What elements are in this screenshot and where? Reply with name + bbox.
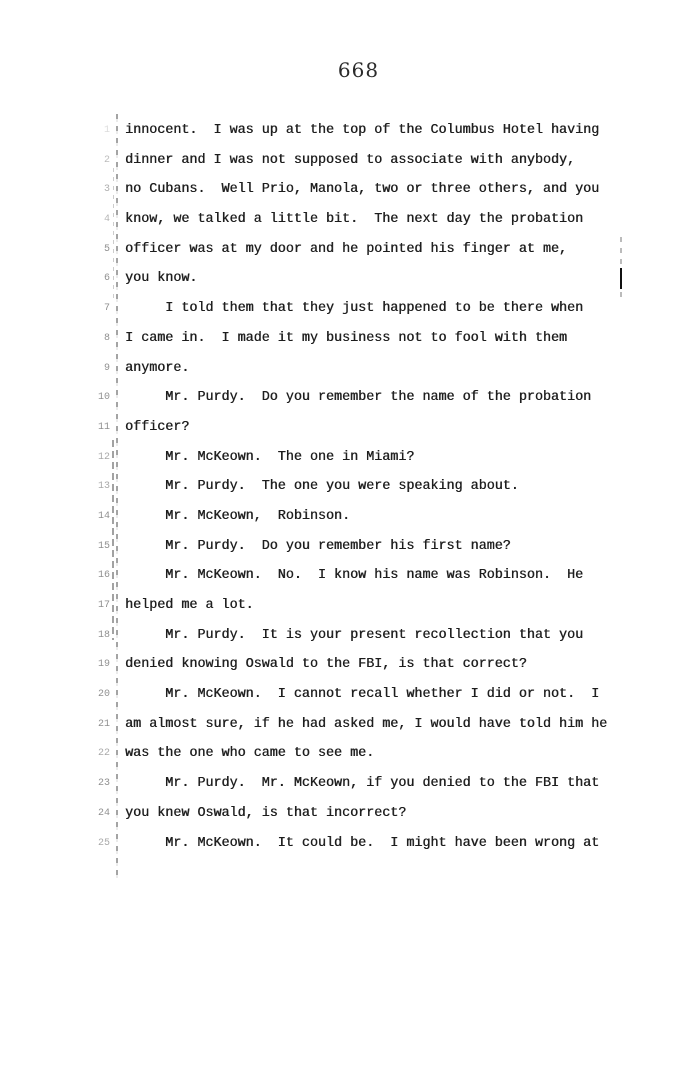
line-number: 18 (97, 629, 110, 641)
line-text: am almost sure, if he had asked me, I would have told him he (125, 716, 608, 732)
transcript-line (88, 175, 648, 205)
transcript-line (88, 829, 648, 859)
transcript-line (88, 205, 648, 235)
line-number: 13 (97, 481, 110, 493)
line-number: 10 (97, 392, 110, 404)
line-number: 5 (103, 243, 110, 255)
transcript-line (88, 116, 648, 146)
transcript-line (88, 443, 648, 473)
line-number: 25 (97, 837, 110, 849)
transcript-line (88, 413, 648, 443)
line-text: helped me a lot. (125, 598, 254, 613)
line-text: Mr. Purdy. Do you remember the name of the probation (125, 390, 592, 406)
line-number: 14 (97, 510, 110, 522)
line-number: 17 (97, 600, 110, 611)
transcript-line (88, 799, 648, 829)
line-text: dinner and I was not supposed to associate with anybody, (125, 152, 575, 168)
line-text: Mr. McKeown. No. I know his name was Robinson. He (125, 568, 584, 584)
line-number: 19 (97, 659, 110, 671)
line-number: 9 (103, 362, 110, 374)
line-text: innocent. I was up at the top of the Columbus Hotel having (125, 123, 600, 138)
line-number: 3 (103, 184, 110, 196)
line-number: 6 (103, 273, 110, 285)
transcript-line (88, 621, 648, 651)
transcript-line (88, 591, 648, 621)
line-text: Mr. Purdy. The one you were speaking about. (125, 479, 519, 495)
transcript-line (88, 235, 648, 265)
line-text: Mr. Purdy. It is your present recollection that you (125, 627, 584, 643)
line-number: 12 (97, 451, 110, 463)
line-text: you know. (125, 271, 198, 287)
line-number: 23 (97, 778, 110, 790)
transcript-line (88, 769, 648, 799)
line-number: 7 (103, 303, 110, 315)
line-number: 8 (103, 332, 110, 344)
line-number: 11 (97, 421, 110, 433)
line-text: I came in. I made it my business not to fool with them (125, 330, 567, 346)
line-text: denied knowing Oswald to the FBI, is that correct? (125, 657, 527, 673)
line-number: 2 (103, 154, 110, 166)
transcript-line (88, 561, 648, 591)
transcript-line (88, 383, 648, 413)
line-number: 16 (97, 570, 110, 582)
transcript-line (88, 146, 648, 176)
line-number: 20 (97, 689, 110, 701)
transcript-line (88, 472, 648, 502)
transcript-line (88, 324, 648, 354)
line-text: Mr. Purdy. Mr. McKeown, if you denied to the FBI that (125, 776, 600, 792)
transcript-line (88, 264, 648, 294)
line-text: officer was at my door and he pointed his finger at me, (125, 241, 567, 257)
line-text: Mr. McKeown. I cannot recall whether I did or not. I (125, 687, 600, 703)
line-number: 1 (103, 125, 110, 136)
line-text: I told them that they just happened to be there when (125, 301, 584, 317)
transcript-line (88, 354, 648, 384)
line-text: anymore. (125, 360, 190, 376)
line-text: know, we talked a little bit. The next day the probation (125, 212, 584, 228)
line-number: 22 (97, 748, 110, 760)
line-number: 21 (97, 718, 110, 730)
transcript-line (88, 650, 648, 680)
transcript-line (88, 710, 648, 740)
page-number: 668 (337, 58, 380, 82)
line-text: Mr. Purdy. Do you remember his first name? (125, 538, 511, 554)
transcript-line (88, 680, 648, 710)
transcript-line (88, 532, 648, 562)
line-text: no Cubans. Well Prio, Manola, two or three others, and you (125, 182, 600, 198)
line-text: Mr. McKeown. The one in Miami? (125, 449, 415, 465)
line-text: Mr. McKeown, Robinson. (125, 508, 350, 524)
line-number: 4 (103, 214, 110, 226)
transcript-line (88, 739, 648, 769)
line-text: you knew Oswald, is that incorrect? (125, 805, 407, 821)
transcript-line (88, 502, 648, 532)
line-number: 24 (97, 807, 110, 819)
line-text: officer? (125, 419, 190, 435)
transcript-body (88, 116, 648, 858)
line-text: Mr. McKeown. It could be. I might have been wrong at (125, 835, 600, 851)
transcript-line (88, 294, 648, 324)
line-number: 15 (97, 540, 110, 552)
line-text: was the one who came to see me. (125, 746, 375, 762)
